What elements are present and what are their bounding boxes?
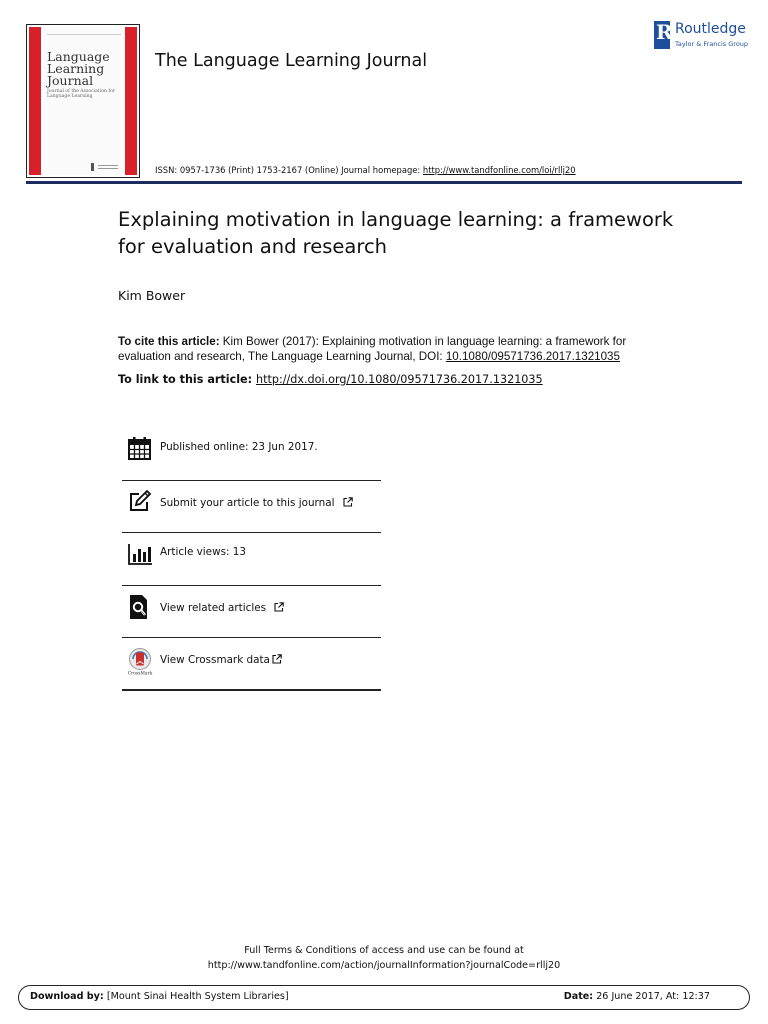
citation-block (118, 334, 678, 364)
journal-cover-image (26, 24, 140, 178)
external-link-icon (274, 602, 284, 612)
related-articles-text: View related articles (160, 601, 267, 614)
related-articles-row[interactable] (122, 586, 381, 639)
cover-top-rule (47, 31, 121, 35)
cover-panel (43, 27, 125, 175)
article-author: Kim Bower (118, 288, 186, 303)
download-date (564, 991, 710, 1002)
submit-article-row[interactable] (122, 481, 381, 534)
external-link-icon (272, 654, 282, 664)
journal-homepage-link[interactable]: http://www.tandfonline.com/loi/rllj20 (422, 165, 576, 175)
publisher-tagline: Taylor & Francis Group (675, 40, 749, 48)
cover-subtitle: Journal of the Association for Language Learning (47, 89, 116, 100)
cite-label: To cite this article: (118, 335, 220, 348)
download-label: Download by: (30, 991, 104, 1002)
cite-text: Kim Bower (2017): Explaining motivation in language learning: a framework for evaluation and research, The Language Learning Journal, DOI: (118, 335, 627, 363)
header-divider (26, 181, 742, 184)
article-views-label: Article views: 13 (160, 546, 247, 558)
cover-red-band (29, 27, 41, 175)
cover-title (47, 51, 123, 87)
crossmark-caption: CrossMark (127, 671, 153, 675)
published-online-label: Published online: 23 Jun 2017. (160, 441, 318, 453)
bar-chart-icon (127, 541, 153, 567)
cover-title-line: Learning (47, 61, 105, 76)
date-value: 26 June 2017, At: 12:37 (593, 991, 710, 1002)
publisher-name: Routledge (675, 21, 746, 37)
terms-line: Full Terms & Conditions of access and use can be found at (244, 945, 524, 956)
article-actions (122, 428, 381, 691)
related-articles-label[interactable] (160, 602, 284, 614)
article-url-link[interactable]: http://dx.doi.org/10.1080/09571736.2017.1321035 (256, 373, 543, 386)
issn-line (155, 165, 576, 175)
cover-red-strip (125, 27, 137, 175)
cover-title-line: Journal (47, 73, 94, 88)
doi-link[interactable]: 10.1080/09571736.2017.1321035 (445, 350, 620, 363)
issn-text: ISSN: 0957-1736 (Print) 1753-2167 (Online) Journal homepage: (155, 165, 423, 175)
download-by (30, 991, 289, 1002)
crossmark-row[interactable] (122, 638, 381, 691)
crossmark-text: View Crossmark data (160, 654, 270, 666)
calendar-icon (127, 436, 153, 462)
download-info-bar (18, 985, 750, 1010)
terms-url[interactable]: http://www.tandfonline.com/action/journalInformation?journalCode=rllj20 (207, 960, 561, 971)
search-document-icon (127, 594, 153, 620)
routledge-r-icon (654, 21, 670, 49)
article-title: Explaining motivation in language learning: a framework for evaluation and research (118, 208, 674, 258)
date-label: Date: (563, 991, 594, 1002)
terms-notice (0, 943, 768, 973)
cover-publisher-mark (91, 163, 121, 171)
publisher-logo[interactable] (652, 20, 752, 52)
crossmark-label[interactable] (160, 654, 282, 666)
download-value: [Mount Sinai Health System Libraries] (103, 991, 289, 1002)
external-link-icon (343, 497, 353, 507)
crossmark-icon (127, 647, 153, 675)
journal-title: The Language Learning Journal (155, 51, 428, 71)
submit-article-label[interactable] (160, 497, 353, 509)
article-views-row (122, 533, 381, 586)
published-online-row (122, 428, 381, 481)
submit-article-text: Submit your article to this journal (160, 496, 335, 509)
edit-icon (127, 489, 153, 515)
cover-title-line: Language (47, 49, 110, 64)
link-label: To link to this article: (118, 373, 256, 386)
article-link-line (118, 373, 543, 386)
